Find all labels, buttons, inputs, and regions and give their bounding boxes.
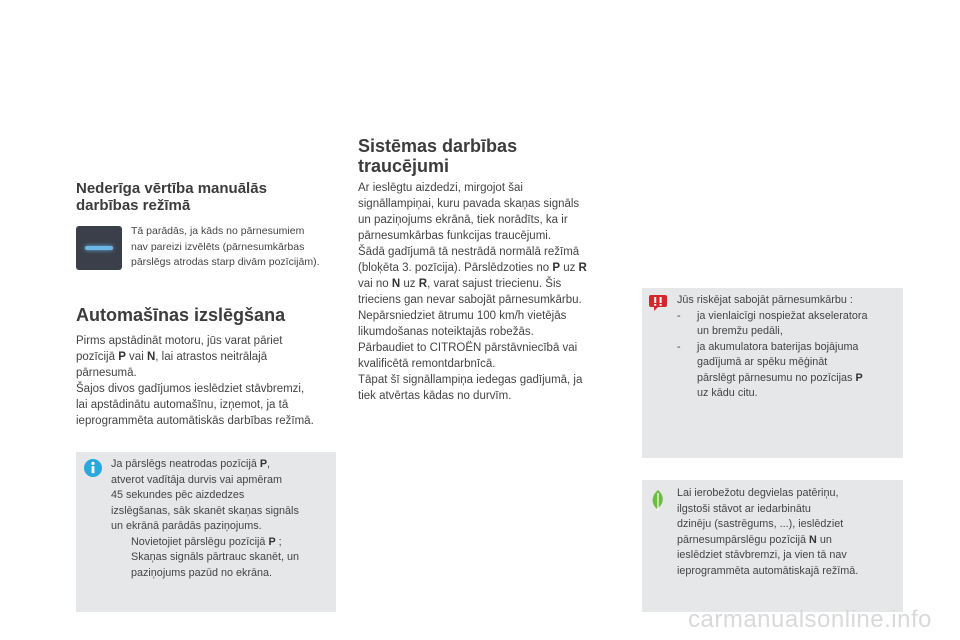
manual-mode-section [76,180,336,214]
text-run: pozīcijā [76,351,119,363]
text-run: Ja pārslēgs neatrodas pozīcijā [111,458,260,470]
info-line1 [111,457,333,473]
warning-item-line: ja akumulatora baterijas bojājuma [697,340,859,353]
malfunction-line: Nepārsniedziet ātrumu 100 km/h vietējās [358,310,567,322]
text-run: ; [275,535,282,548]
warning-item-line: gadījumā ar spēku mēģināt [697,356,828,368]
info-bullet-text [131,535,333,582]
text-run: , varat sajust triecienu. Šis [427,278,562,290]
malfunction-line: likumdošanas noteiktajās robežās. [358,326,534,338]
warning-item-line [697,371,899,387]
malfunction-text [358,180,618,404]
malfunction-line: pārnesumkārbas funkcijas traucējumi. [358,230,552,242]
text-run: vai [125,351,147,363]
warning-item-line: uz kādu citu. [697,387,758,399]
eco-line: ieslēdziet stāvbremzi, ja vien tā nav [677,549,847,561]
malfunction-title-line1: Sistēmas darbības [358,136,518,156]
eco-box-text [677,486,899,579]
gear-p-label: P [855,371,863,384]
manual-mode-title-line1: Nederīga vērtība manuālās [76,180,267,197]
warning-item-1-text [697,309,899,340]
gear-n-label: N [146,351,156,363]
malfunction-line: tiek atvērtas kādas no durvīm. [358,390,512,402]
shutdown-p1-line1: Pirms apstādināt motoru, jūs varat pāriet [76,335,283,347]
text-run: uz [560,262,579,274]
malfunction-line: Pārbaudiet to CITROËN pārstāvniecībā vai [358,342,578,354]
manual-mode-description [131,224,346,271]
gear-p-label: P [118,351,126,363]
eco-line: Lai ierobežotu degvielas patēriņu, [677,487,839,499]
warning-item-1 [677,309,899,340]
leaf-icon [648,488,668,512]
gear-n-label: N [391,278,401,290]
malfunction-line: signāllampiņai, kuru pavada skaņas signāls [358,198,580,210]
shutdown-title: Automašīnas izslēgšana [76,305,286,325]
text-run: , [267,458,271,470]
gear-n-label: N [809,533,817,546]
info-box [76,452,336,612]
shutdown-text [76,333,351,429]
malfunction-title [358,136,608,176]
eco-box [642,480,903,612]
malfunction-line: Tāpat šī signāllampiņa iedegas gadījumā, ja [358,374,583,386]
malfunction-line [358,276,618,292]
warning-box-text [677,293,899,402]
dash-marker: - [677,340,681,353]
eco-line: dzinēju (sastrēgums, ...), ieslēdziet [677,518,844,530]
text-run: pārslēgt pārnesumu no pozīcijas [697,371,856,384]
info-box-text [111,457,333,581]
info-bullet-line1 [131,535,333,551]
info-line5: un ekrānā parādās paziņojums. [111,520,262,532]
warning-box [642,288,903,458]
malfunction-line: Ar ieslēgtu aizdedzi, mirgojot šai [358,182,523,194]
manual-mode-title-line2: darbības režīmā [76,197,191,214]
info-bullet-line3: paziņojums pazūd no ekrāna. [131,566,273,579]
text-run: (bloķēta 3. pozīcija). Pārslēdzoties no [358,262,553,274]
warning-icon [648,294,668,312]
info-line2: atverot vadītāja durvis vai apmēram [111,473,283,486]
info-line3: 45 sekundes pēc aizdedzes [111,489,245,501]
text-run: Novietojiet pārslēgu pozīcijā [131,535,269,548]
eco-line [677,533,899,549]
dash-marker: - [677,309,681,322]
text-run: vai no [358,278,392,290]
shutdown-p1-line2 [76,349,351,365]
shutdown-p2-line3: ieprogrammēta automātiskās darbības režīmā. [76,415,314,427]
gear-p-label: P [259,458,268,470]
eco-line: ieprogrammēta automātiskajā režīmā. [677,564,859,577]
malfunction-line: kvalificētā remontdarbnīcā. [358,358,496,370]
manual-mode-desc-line2: nav pareizi izvēlēts (pārnesumkārbas [131,240,305,253]
display-icon [76,226,122,270]
bullet-marker-icon [111,535,131,582]
gear-p-label: P [268,535,276,548]
manual-mode-desc-line1: Tā parādās, ja kāds no pārnesumiem [131,225,305,237]
text-run: , lai atrastos neitrālajā [155,351,268,363]
shutdown-p2-line1: Šajos divos gadījumos ieslēdziet stāvbremzi, [76,383,305,395]
gear-r-label: R [578,262,587,274]
malfunction-line: trieciens gan nevar sabojāt pārnesumkārbu. [358,294,582,306]
info-bullet-line2: Skaņas signāls pārtrauc skanēt, un [131,551,300,563]
warning-item-2-text [697,340,899,402]
info-bullet-item [111,535,333,582]
gear-r-label: R [418,278,428,290]
manual-mode-desc-line3: pārslēgs atrodas starp divām pozīcijām). [131,256,320,268]
warning-item-line: un bremžu pedāli, [697,325,783,337]
info-icon [83,458,103,478]
text-run: pārnesumpārslēgu pozīcijā [677,533,810,546]
warning-item-line: ja vienlaicīgi nospiežat akseleratora [697,309,868,322]
info-line4: izslēgšanas, sāk skanēt skaņas signāls [111,504,299,517]
malfunction-line [358,260,618,276]
warning-intro: Jūs riskējat sabojāt pārnesumkārbu : [677,294,853,306]
text-run: uz [400,278,419,290]
malfunction-line: un paziņojums ekrānā, tiek norādīts, ka ir [358,214,568,226]
display-bar-icon [85,246,113,250]
malfunction-line: Šādā gadījumā tā nestrādā normālā režīmā [358,246,580,258]
text-run: un [816,533,832,546]
watermark-logo: carmanualsonline.info [688,606,932,633]
eco-line: ilgstoši stāvot ar iedarbinātu [677,502,811,515]
manual-mode-title [76,180,336,214]
gear-p-label: P [552,262,560,274]
warning-item-2 [677,340,899,402]
shutdown-p1-line3: pārnesumā. [76,367,137,379]
shutdown-p2-line2: lai apstādinātu automašīnu, izņemot, ja tā [76,399,289,411]
malfunction-title-line2: traucējumi [358,156,450,176]
